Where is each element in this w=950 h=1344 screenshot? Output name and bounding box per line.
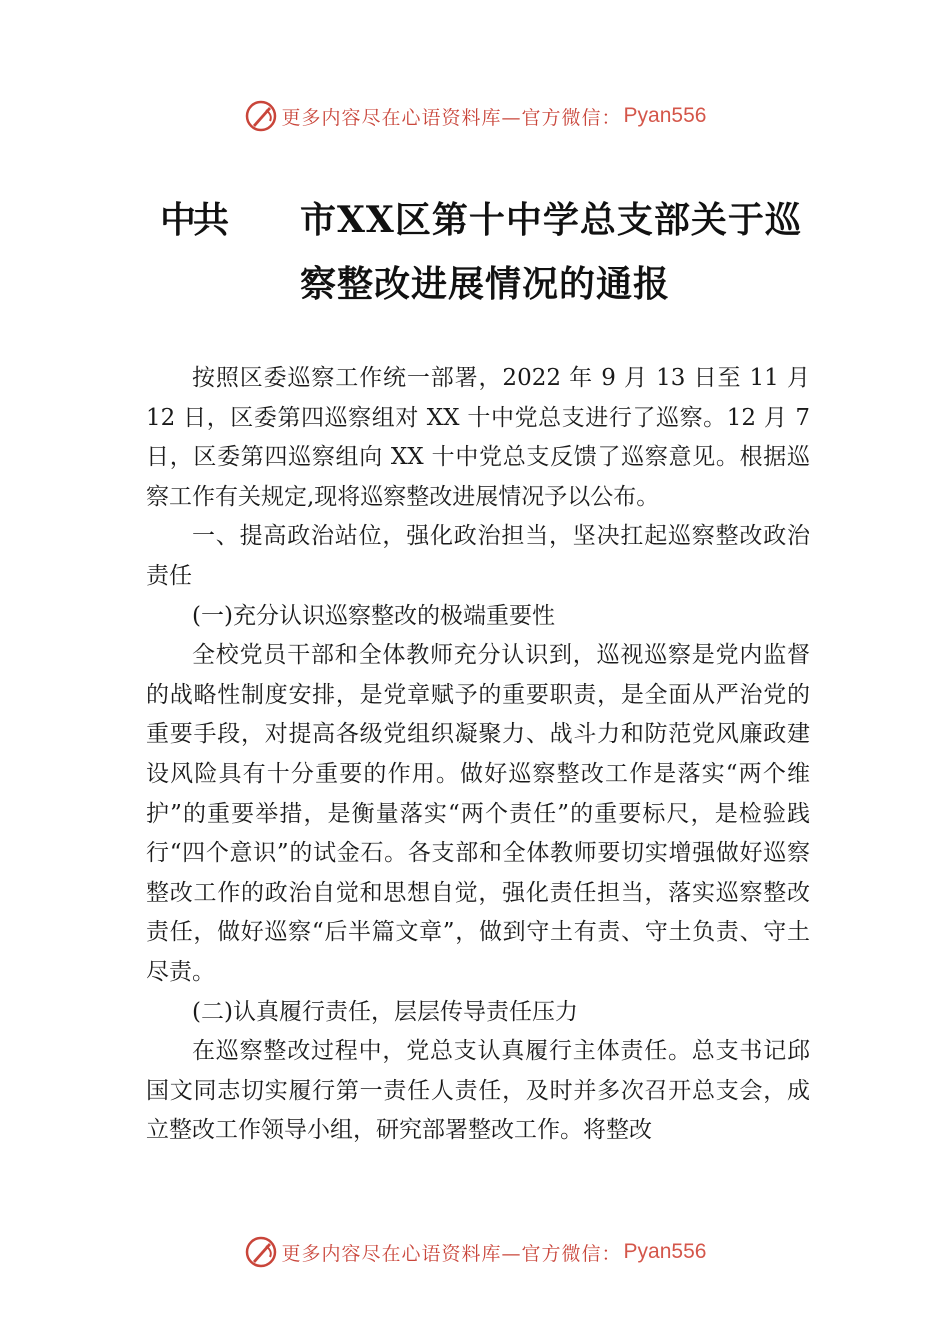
watermark-wechat-id: Pyan556	[623, 1240, 707, 1263]
watermark-text: 更多内容尽在心语资料库—官方微信：	[281, 1242, 622, 1265]
title-prefix: 中共	[160, 199, 227, 241]
title-text-2: 察整改进展情况的通报	[300, 263, 671, 305]
document-body	[146, 359, 810, 1151]
subheading-1: (一)充分认识巡察整改的极端重要性	[192, 602, 555, 629]
title-text-1: 市XX区第十中学总支部关于巡	[300, 199, 802, 241]
quill-pen-icon	[244, 1235, 278, 1269]
paragraph-body-1: 全校党员干部和全体教师充分认识到，巡视巡察是党内监督的战略性制度安排，是党章赋予的重要职责，是全面从严治党的重要手段，对提高各级党组织凝聚力、战斗力和防范党风廉政建设风险具有十分重要的作用。做好巡察整改工作是落实“两个维护”的重要举措，是衡量落实“两个责任”的重要标尺，是检验践行“四个意识”的试金石。各支部和全体教师要切实增强做好巡察整改工作的政治自觉和思想自觉，强化责任担当，落实巡察整改责任，做好巡察“后半篇文章”，做到守土有责、守土负责、守土尽责。	[146, 642, 810, 985]
watermark-text: 更多内容尽在心语资料库—官方微信：	[281, 106, 622, 129]
watermark-banner-top	[0, 96, 950, 136]
quill-pen-icon	[244, 99, 278, 133]
watermark-banner-bottom	[0, 1232, 950, 1272]
paragraph-intro: 按照区委巡察工作统一部署，2022 年 9 月 13 日至 11 月 12 日，区委第四巡察组对 XX 十中党总支进行了巡察。12 月 7 日，区委第四巡察组向 XX 十中党总支反馈了巡察意见。根据巡察工作有关规定,现将巡察整改进展情况予以公布。	[146, 365, 810, 510]
watermark-wechat-id: Pyan556	[623, 104, 707, 127]
paragraph-body-2: 在巡察整改过程中，党总支认真履行主体责任。总支书记邱国文同志切实履行第一责任人责任，及时并多次召开总支会，成立整改工作领导小组，研究部署整改工作。将整改	[146, 1038, 810, 1144]
heading-section-1: 一、提高政治站位，强化政治担当，坚决扛起巡察整改政治责任	[146, 523, 810, 589]
subheading-2: (二)认真履行责任，层层传导责任压力	[192, 998, 578, 1025]
